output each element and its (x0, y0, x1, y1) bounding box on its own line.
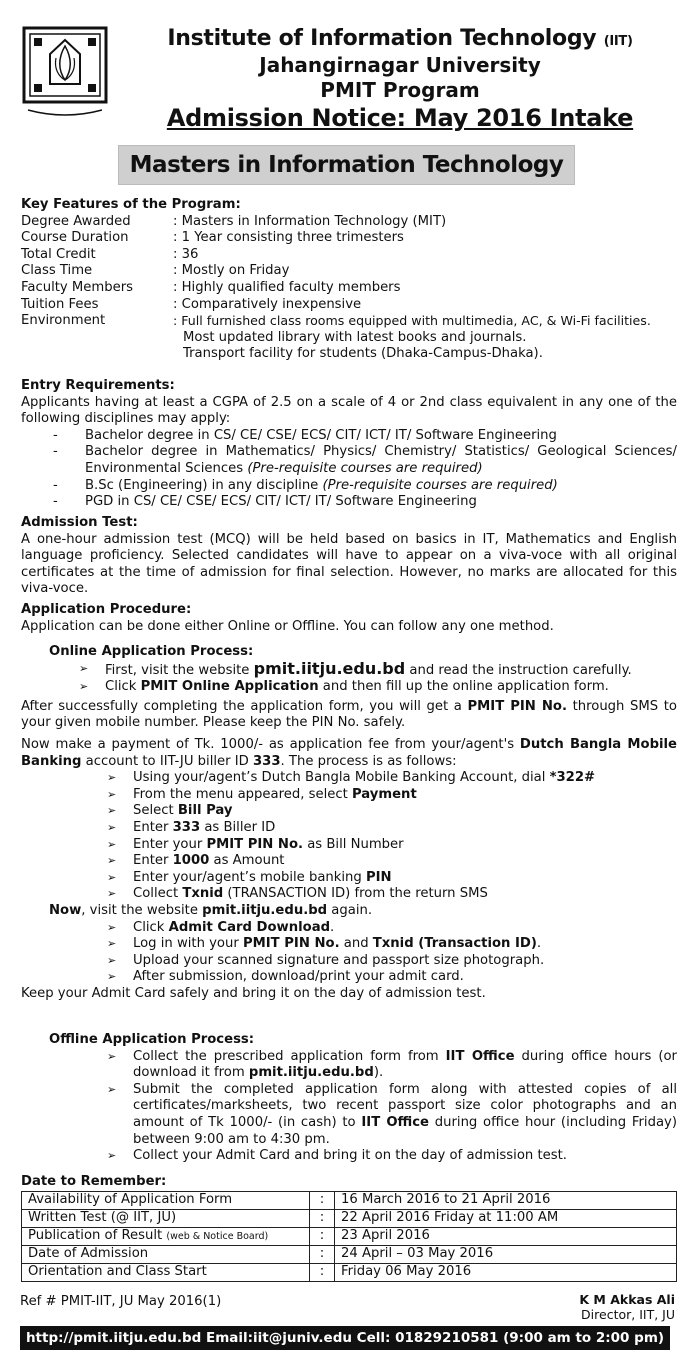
list-item: - Bachelor degree in Mathematics/ Physics/ Chemistry/ Statistics/ Geological Sciences/ Environmental Sciences (Pre-requisite courses are required) (53, 444, 677, 476)
online-section (21, 644, 677, 1002)
program-name: PMIT Program (320, 78, 480, 102)
entry-section (21, 378, 677, 511)
feature-row: Class Time : Mostly on Friday (21, 263, 290, 279)
list-item: ➢ Enter your/agent’s mobile banking PIN (107, 869, 392, 885)
features-section (21, 197, 677, 363)
table-row: Date of Admission : 24 April – 03 May 2016 (22, 1245, 677, 1263)
list-item: ➢ Click PMIT Online Application and then fill up the online application form. (79, 679, 609, 695)
feature-row: Course Duration : 1 Year consisting three trimesters (21, 230, 404, 246)
institute-name: Institute of Information Technology (IIT) (167, 26, 633, 51)
list-item: - B.Sc (Engineering) in any discipline (Pre-requisite courses are required) (53, 477, 558, 493)
list-item: - Bachelor degree in CS/ CE/ CSE/ ECS/ CIT/ ICT/ IT/ Software Engineering (53, 427, 557, 443)
list-item: ➢ Using your/agent’s Dutch Bangla Mobile Banking Account, dial *322# (107, 770, 596, 786)
website-link[interactable]: pmit.iitju.edu.bd (202, 902, 328, 918)
table-row: Availability of Application Form : 16 March 2016 to 21 April 2016 (22, 1191, 677, 1209)
table-row: Orientation and Class Start : Friday 06 May 2016 (22, 1263, 677, 1281)
signature-block (579, 1292, 675, 1322)
offline-section (21, 1032, 677, 1165)
table-row: Publication of Result (web & Notice Board) : 23 April 2016 (22, 1227, 677, 1245)
online-payment: Now make a payment of Tk. 1000/- as application fee from your/agent's Dutch Bangla Mobile Banking account to IIT-JU biller ID 333. The process is as follows: (21, 736, 677, 769)
procedure-section (21, 602, 677, 635)
dates-table (21, 1191, 677, 1282)
footer-contact: http://pmit.iitju.edu.bd Email:iit@juniv.edu Cell: 01829210581 (9:00 am to 2:00 pm) (20, 1326, 670, 1350)
feature-row: Total Credit : 36 (21, 246, 199, 262)
table-row: Written Test (@ IIT, JU) : 22 April 2016 Friday at 11:00 AM (22, 1209, 677, 1227)
list-item: ➢ Enter 1000 as Amount (107, 853, 285, 869)
list-item: - PGD in CS/ CE/ CSE/ ECS/ CIT/ ICT/ IT/ Software Engineering (53, 494, 477, 510)
online-title: Online Application Process: (49, 644, 254, 659)
features-title: Key Features of the Program: (21, 197, 241, 212)
online-keep: Keep your Admit Card safely and bring it on the day of admission test. (21, 985, 486, 1001)
dates-section (21, 1174, 677, 1282)
online-now: Now, visit the website pmit.iitju.edu.bd again. (49, 902, 373, 918)
test-title: Admission Test: (21, 515, 138, 530)
entry-title: Entry Requirements: (21, 378, 175, 393)
website-link[interactable]: pmit.iitju.edu.bd (253, 658, 406, 678)
university-name: Jahangirnagar University (259, 53, 541, 77)
entry-intro: Applicants having at least a CGPA of 2.5 on a scale of 4 or 2nd class equivalent in any one of the following disciplines may apply: (21, 394, 677, 427)
list-item: ➢ Click Admit Card Download. (107, 919, 335, 935)
signatory-title: Director, IIT, JU (581, 1307, 675, 1322)
university-logo-icon (20, 24, 110, 120)
procedure-body: Application can be done either Online or Offline. You can follow any one method. (21, 618, 554, 634)
website-link[interactable]: pmit.iitju.edu.bd (248, 1065, 374, 1081)
list-item: ➢ From the menu appeared, select Payment (107, 786, 417, 802)
list-item: ➢ Log in with your PMIT PIN No. and Txnid (Transaction ID). (107, 936, 542, 952)
feature-row: Tuition Fees : Comparatively inexpensive (21, 296, 362, 312)
list-item: ➢ Enter 333 as Biller ID (107, 819, 276, 835)
list-item: ➢ Upload your scanned signature and passport size photograph. (107, 952, 545, 968)
list-item: ➢ First, visit the website pmit.iitju.edu.bd and read the instruction carefully. (79, 658, 632, 678)
list-item: ➢ Collect your Admit Card and bring it on the day of admission test. (107, 1148, 567, 1164)
signatory-name: K M Akkas Ali (579, 1292, 675, 1307)
reference-number: Ref # PMIT-IIT, JU May 2016(1) (20, 1294, 222, 1309)
dates-title: Date to Remember: (21, 1174, 167, 1189)
feature-row: Faculty Members : Highly qualified faculty members (21, 279, 401, 295)
procedure-title: Application Procedure: (21, 602, 192, 617)
list-item: ➢ Collect the prescribed application form from IIT Office during office hours (or download it from pmit.iitju.edu.bd). (107, 1048, 677, 1081)
online-after: After successfully completing the application form, you will get a PMIT PIN No. through SMS to your given mobile number. Please keep the PIN No. safely. (21, 698, 677, 731)
list-item: ➢ Submit the completed application form along with attested copies of all certificates/marksheets, two recent passport size color photographs and an amount of Tk 1000/- (in cash) to IIT Office during office hour (including Friday) between 9:00 am to 4:30 pm. (107, 1081, 677, 1147)
test-section (21, 515, 677, 598)
list-item: ➢ After submission, download/print your admit card. (107, 969, 464, 985)
feature-row: Environment : Full furnished class rooms equipped with multimedia, AC, & Wi-Fi facilities. (21, 313, 651, 329)
program-banner: Masters in Information Technology (118, 145, 575, 185)
list-item: ➢ Collect Txnid (TRANSACTION ID) from the return SMS (107, 886, 488, 902)
notice-title: Admission Notice: May 2016 Intake (166, 104, 634, 132)
test-body: A one-hour admission test (MCQ) will be held based on basics in IT, Mathematics and English language proficiency. Selected candidates will have to appear on a viva-voce with all original certificates at the time of admission for final selection. However, no marks are allocated for this viva-voce. (21, 531, 677, 597)
feature-row: Degree Awarded : Masters in Information Technology (MIT) (21, 213, 447, 229)
list-item: ➢ Select Bill Pay (107, 803, 233, 819)
offline-title: Offline Application Process: (49, 1032, 255, 1047)
environment-cont: Most updated library with latest books and journals. (183, 329, 527, 345)
environment-cont: Transport facility for students (Dhaka-Campus-Dhaka). (183, 346, 543, 362)
list-item: ➢ Enter your PMIT PIN No. as Bill Number (107, 836, 404, 852)
